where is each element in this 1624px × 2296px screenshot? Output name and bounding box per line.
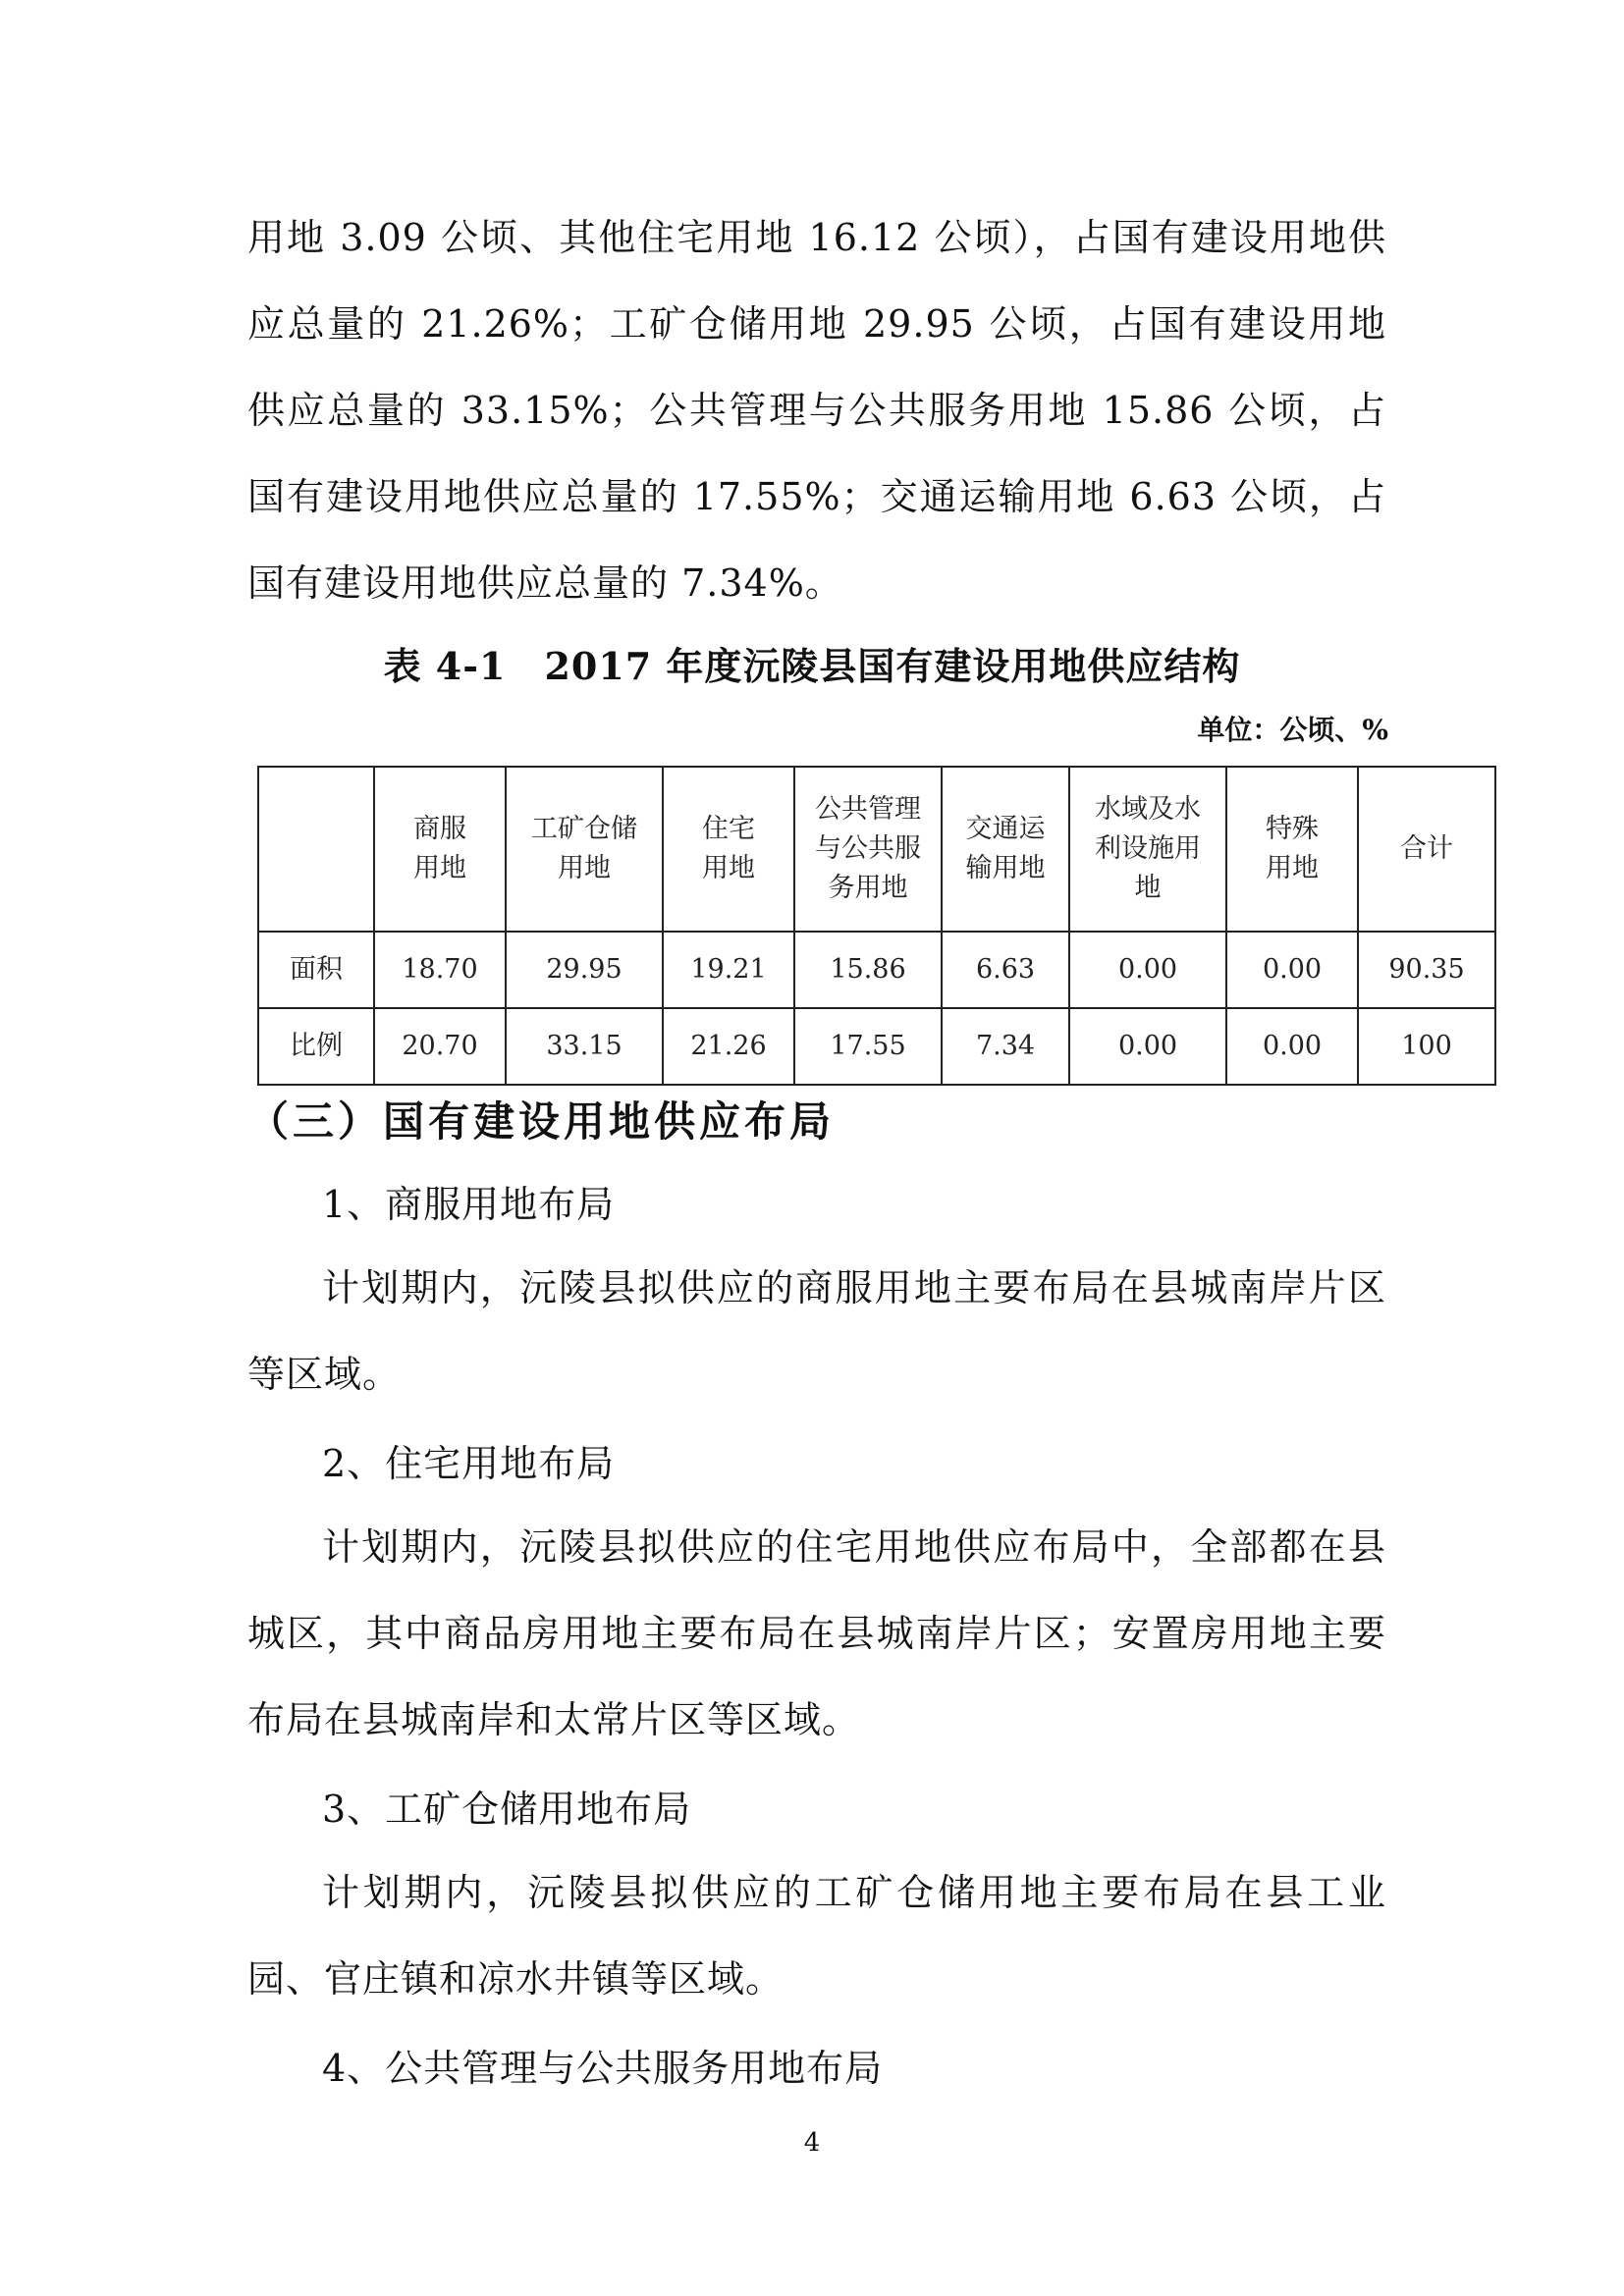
table-cell: 20.70	[374, 1008, 506, 1085]
table-cell: 21.26	[663, 1008, 794, 1085]
table-cell: 7.34	[942, 1008, 1069, 1085]
table-cell: 0.00	[1069, 932, 1226, 1008]
header-cell-special: 特殊用地	[1226, 767, 1358, 932]
table-cell: 15.86	[794, 932, 942, 1008]
table-cell: 0.00	[1226, 1008, 1358, 1085]
row-label-ratio: 比例	[258, 1008, 374, 1085]
supply-structure-table	[257, 766, 1496, 1086]
subsection-heading-industrial: 3、工矿仓储用地布局	[322, 1788, 692, 1831]
subsection-heading-public-service: 4、公共管理与公共服务用地布局	[322, 2047, 884, 2090]
table-cell: 18.70	[374, 932, 506, 1008]
header-cell-water: 水域及水利设施用地	[1069, 767, 1226, 932]
table-cell: 17.55	[794, 1008, 942, 1085]
row-label-area: 面积	[258, 932, 374, 1008]
intro-paragraph: 用地 3.09 公顷、其他住宅用地 16.12 公顷），占国有建设用地供应总量的 21.26%；工矿仓储用地 29.95 公顷，占国有建设用地供应总量的 33.15%；公共管理与公共服务用地 15.86 公顷，占国有建设用地供应总量的 17.55%；交通运输用地 6.63 公顷，占国有建设用地供应总量的 7.34%。	[247, 216, 1386, 605]
table-cell: 0.00	[1069, 1008, 1226, 1085]
subsection-text-residential: 计划期内，沅陵县拟供应的住宅用地供应布局中，全部都在县城区，其中商品房用地主要布局在县城南岸片区；安置房用地主要布局在县城南岸和太常片区等区域。	[247, 1525, 1386, 1741]
header-cell-total: 合计	[1358, 767, 1495, 932]
table-cell: 29.95	[506, 932, 663, 1008]
table-title: 表 4-1 2017 年度沅陵县国有建设用地供应结构	[383, 644, 1241, 688]
subsection-heading-commercial: 1、商服用地布局	[322, 1183, 616, 1226]
subsection-heading-residential: 2、住宅用地布局	[322, 1442, 616, 1485]
table-unit: 单位：公顷、%	[1197, 714, 1388, 746]
table-row-area	[258, 932, 1495, 1008]
header-cell-transport: 交通运输用地	[942, 767, 1069, 932]
table-header-row	[258, 767, 1495, 932]
header-cell-blank	[258, 767, 374, 932]
subsection-text-commercial: 计划期内，沅陵县拟供应的商服用地主要布局在县城南岸片区等区域。	[247, 1266, 1386, 1396]
table-cell: 100	[1358, 1008, 1495, 1085]
table-row-ratio	[258, 1008, 1495, 1085]
header-cell-commercial: 商服用地	[374, 767, 506, 932]
table-cell: 6.63	[942, 932, 1069, 1008]
header-cell-public-service: 公共管理与公共服务用地	[794, 767, 942, 932]
table-cell: 33.15	[506, 1008, 663, 1085]
table-cell: 19.21	[663, 932, 794, 1008]
table-cell: 0.00	[1226, 932, 1358, 1008]
table-cell: 90.35	[1358, 932, 1495, 1008]
section-heading: （三）国有建设用地供应布局	[247, 1097, 836, 1146]
header-cell-residential: 住宅用地	[663, 767, 794, 932]
header-cell-industrial: 工矿仓储用地	[506, 767, 663, 932]
page-number: 4	[803, 2128, 821, 2158]
subsection-text-industrial: 计划期内，沅陵县拟供应的工矿仓储用地主要布局在县工业园、官庄镇和凉水井镇等区域。	[247, 1871, 1386, 2001]
